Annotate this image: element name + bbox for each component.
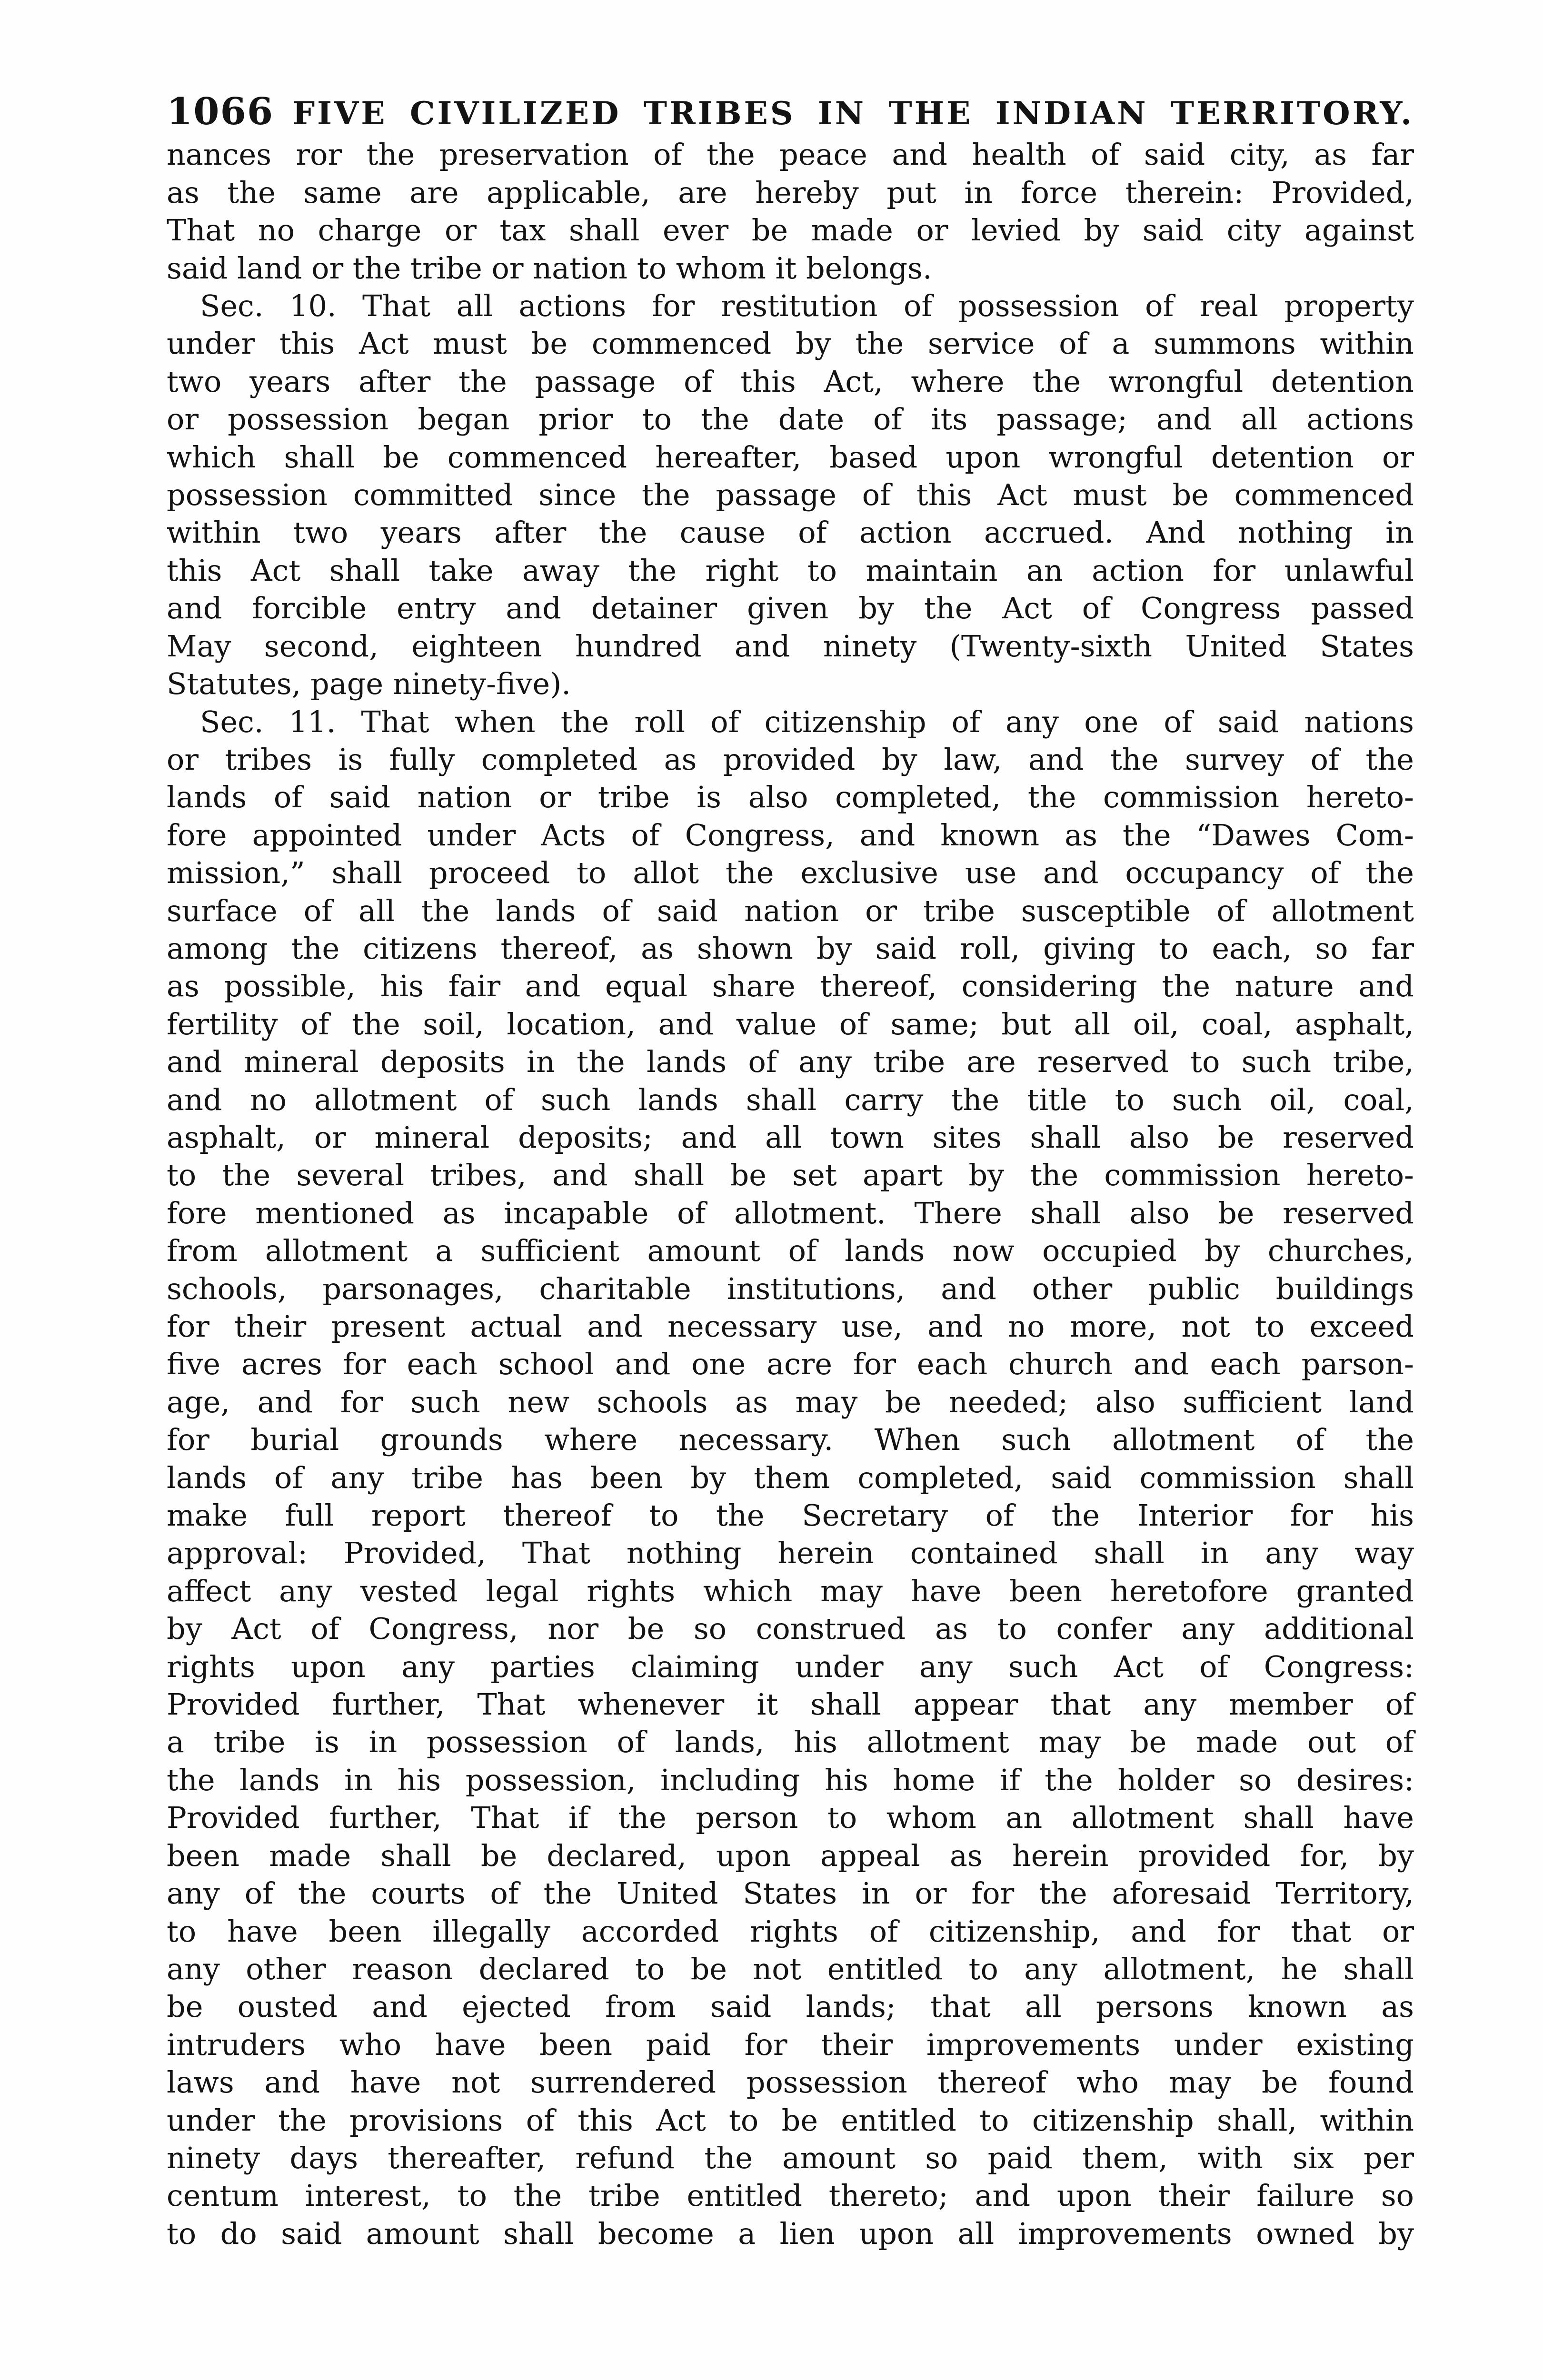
- text-line: laws and have not surrendered possession thereof who may be found: [167, 2065, 1414, 2100]
- text-line: two years after the passage of this Act, where the wrongful detention: [167, 364, 1414, 399]
- text-line: five acres for each school and one acre for each church and each parson-: [167, 1347, 1414, 1382]
- text-line: May second, eighteen hundred and ninety (Twenty-sixth United States: [167, 628, 1414, 664]
- text-line: under this Act must be commenced by the service of a summons within: [167, 326, 1414, 361]
- text-line: possession committed since the passage of this Act must be commenced: [167, 477, 1414, 513]
- text-line: from allotment a sufficient amount of lands now occupied by churches,: [167, 1233, 1414, 1269]
- text-line: and no allotment of such lands shall carry the title to such oil, coal,: [167, 1082, 1414, 1117]
- text-line: as possible, his fair and equal share thereof, considering the nature and: [167, 969, 1414, 1004]
- text-line: the lands in his possession, including his home if the holder so desires:: [167, 1762, 1414, 1797]
- text-line: to have been illegally accorded rights of citizenship, and for that or: [167, 1914, 1414, 1949]
- text-line: within two years after the cause of action accrued. And nothing in: [167, 515, 1414, 550]
- text-line: affect any vested legal rights which may have been heretofore granted: [167, 1573, 1414, 1608]
- text-line: Provided further, That if the person to whom an allotment shall have: [167, 1800, 1414, 1835]
- text-line: intruders who have been paid for their improvements under existing: [167, 2027, 1414, 2062]
- text-line: nances ror the preservation of the peace and health of said city, as far: [167, 137, 1414, 172]
- text-line: fore mentioned as incapable of allotment. There shall also be reserved: [167, 1195, 1414, 1230]
- paragraph-section-11: [167, 703, 1414, 2253]
- text-line: fore appointed under Acts of Congress, and known as the “Dawes Com-: [167, 817, 1414, 853]
- text-line: which shall be commenced hereafter, based upon wrongful detention or: [167, 439, 1414, 475]
- text-line: any of the courts of the United States in or for the aforesaid Territory,: [167, 1876, 1414, 1911]
- text-line: surface of all the lands of said nation or tribe susceptible of allotment: [167, 893, 1414, 928]
- paragraph-ordinance-continuation: [167, 136, 1414, 287]
- text-line: been made shall be declared, upon appeal as herein provided for, by: [167, 1838, 1414, 1873]
- text-line: to the several tribes, and shall be set apart by the commission hereto-: [167, 1158, 1414, 1193]
- text-line: lands of any tribe has been by them completed, said commission shall: [167, 1460, 1414, 1495]
- text-line: Provided further, That whenever it shall appear that any member of: [167, 1687, 1414, 1722]
- text-line: for their present actual and necessary use, and no more, not to exceed: [167, 1309, 1414, 1344]
- text-line: and forcible entry and detainer given by the Act of Congress passed: [167, 591, 1414, 626]
- text-line: That no charge or tax shall ever be made or levied by said city against: [167, 213, 1414, 248]
- text-line: under the provisions of this Act to be entitled to citizenship shall, within: [167, 2102, 1414, 2138]
- text-line: asphalt, or mineral deposits; and all town sites shall also be reserved: [167, 1120, 1414, 1155]
- text-line: said land or the tribe or nation to whom it belongs.: [167, 250, 932, 286]
- text-line: age, and for such new schools as may be needed; also sufficient land: [167, 1384, 1414, 1419]
- text-line: or tribes is fully completed as provided by law, and the survey of the: [167, 742, 1414, 777]
- text-line: Sec. 10. That all actions for restitution of possession of real property: [200, 288, 1414, 324]
- text-line: for burial grounds where necessary. When such allotment of the: [167, 1422, 1414, 1458]
- text-line: approval: Provided, That nothing herein contained shall in any way: [167, 1536, 1414, 1571]
- text-line: among the citizens thereof, as shown by said roll, giving to each, so far: [167, 931, 1414, 966]
- text-line: schools, parsonages, charitable institutions, and other public buildings: [167, 1271, 1414, 1306]
- text-line: as the same are applicable, are hereby put in force therein: Provided,: [167, 175, 1414, 210]
- page-header: [167, 90, 1414, 133]
- text-line: to do said amount shall become a lien upon all improvements owned by: [167, 2216, 1414, 2251]
- text-line: centum interest, to the tribe entitled thereto; and upon their failure so: [167, 2178, 1414, 2213]
- paragraph-section-10: [167, 287, 1414, 703]
- running-title: FIVE CIVILIZED TRIBES IN THE INDIAN TERRITORY.: [292, 95, 1414, 132]
- text-line: lands of said nation or tribe is also completed, the commission hereto-: [167, 780, 1414, 815]
- text-line: make full report thereof to the Secretary of the Interior for his: [167, 1498, 1414, 1533]
- text-line: any other reason declared to be not entitled to any allotment, he shall: [167, 1951, 1414, 1986]
- text-line: or possession began prior to the date of its passage; and all actions: [167, 402, 1414, 437]
- text-line: this Act shall take away the right to maintain an action for unlawful: [167, 553, 1414, 588]
- text-line: be ousted and ejected from said lands; that all persons known as: [167, 1989, 1414, 2024]
- text-line: ninety days thereafter, refund the amount so paid them, with six per: [167, 2140, 1414, 2175]
- page-number: 1066: [167, 90, 274, 133]
- page-text: [167, 90, 1414, 2252]
- text-line: and mineral deposits in the lands of any tribe are reserved to such tribe,: [167, 1044, 1414, 1080]
- text-line: fertility of the soil, location, and value of same; but all oil, coal, asphalt,: [167, 1006, 1414, 1041]
- text-line: Sec. 11. That when the roll of citizenship of any one of said nations: [200, 704, 1414, 739]
- text-line: a tribe is in possession of lands, his allotment may be made out of: [167, 1725, 1414, 1760]
- text-line: mission,” shall proceed to allot the exclusive use and occupancy of the: [167, 855, 1414, 891]
- text-line: Statutes, page ninety-five).: [167, 666, 571, 702]
- text-line: rights upon any parties claiming under any such Act of Congress:: [167, 1649, 1414, 1684]
- text-line: by Act of Congress, nor be so construed as to confer any additional: [167, 1611, 1414, 1646]
